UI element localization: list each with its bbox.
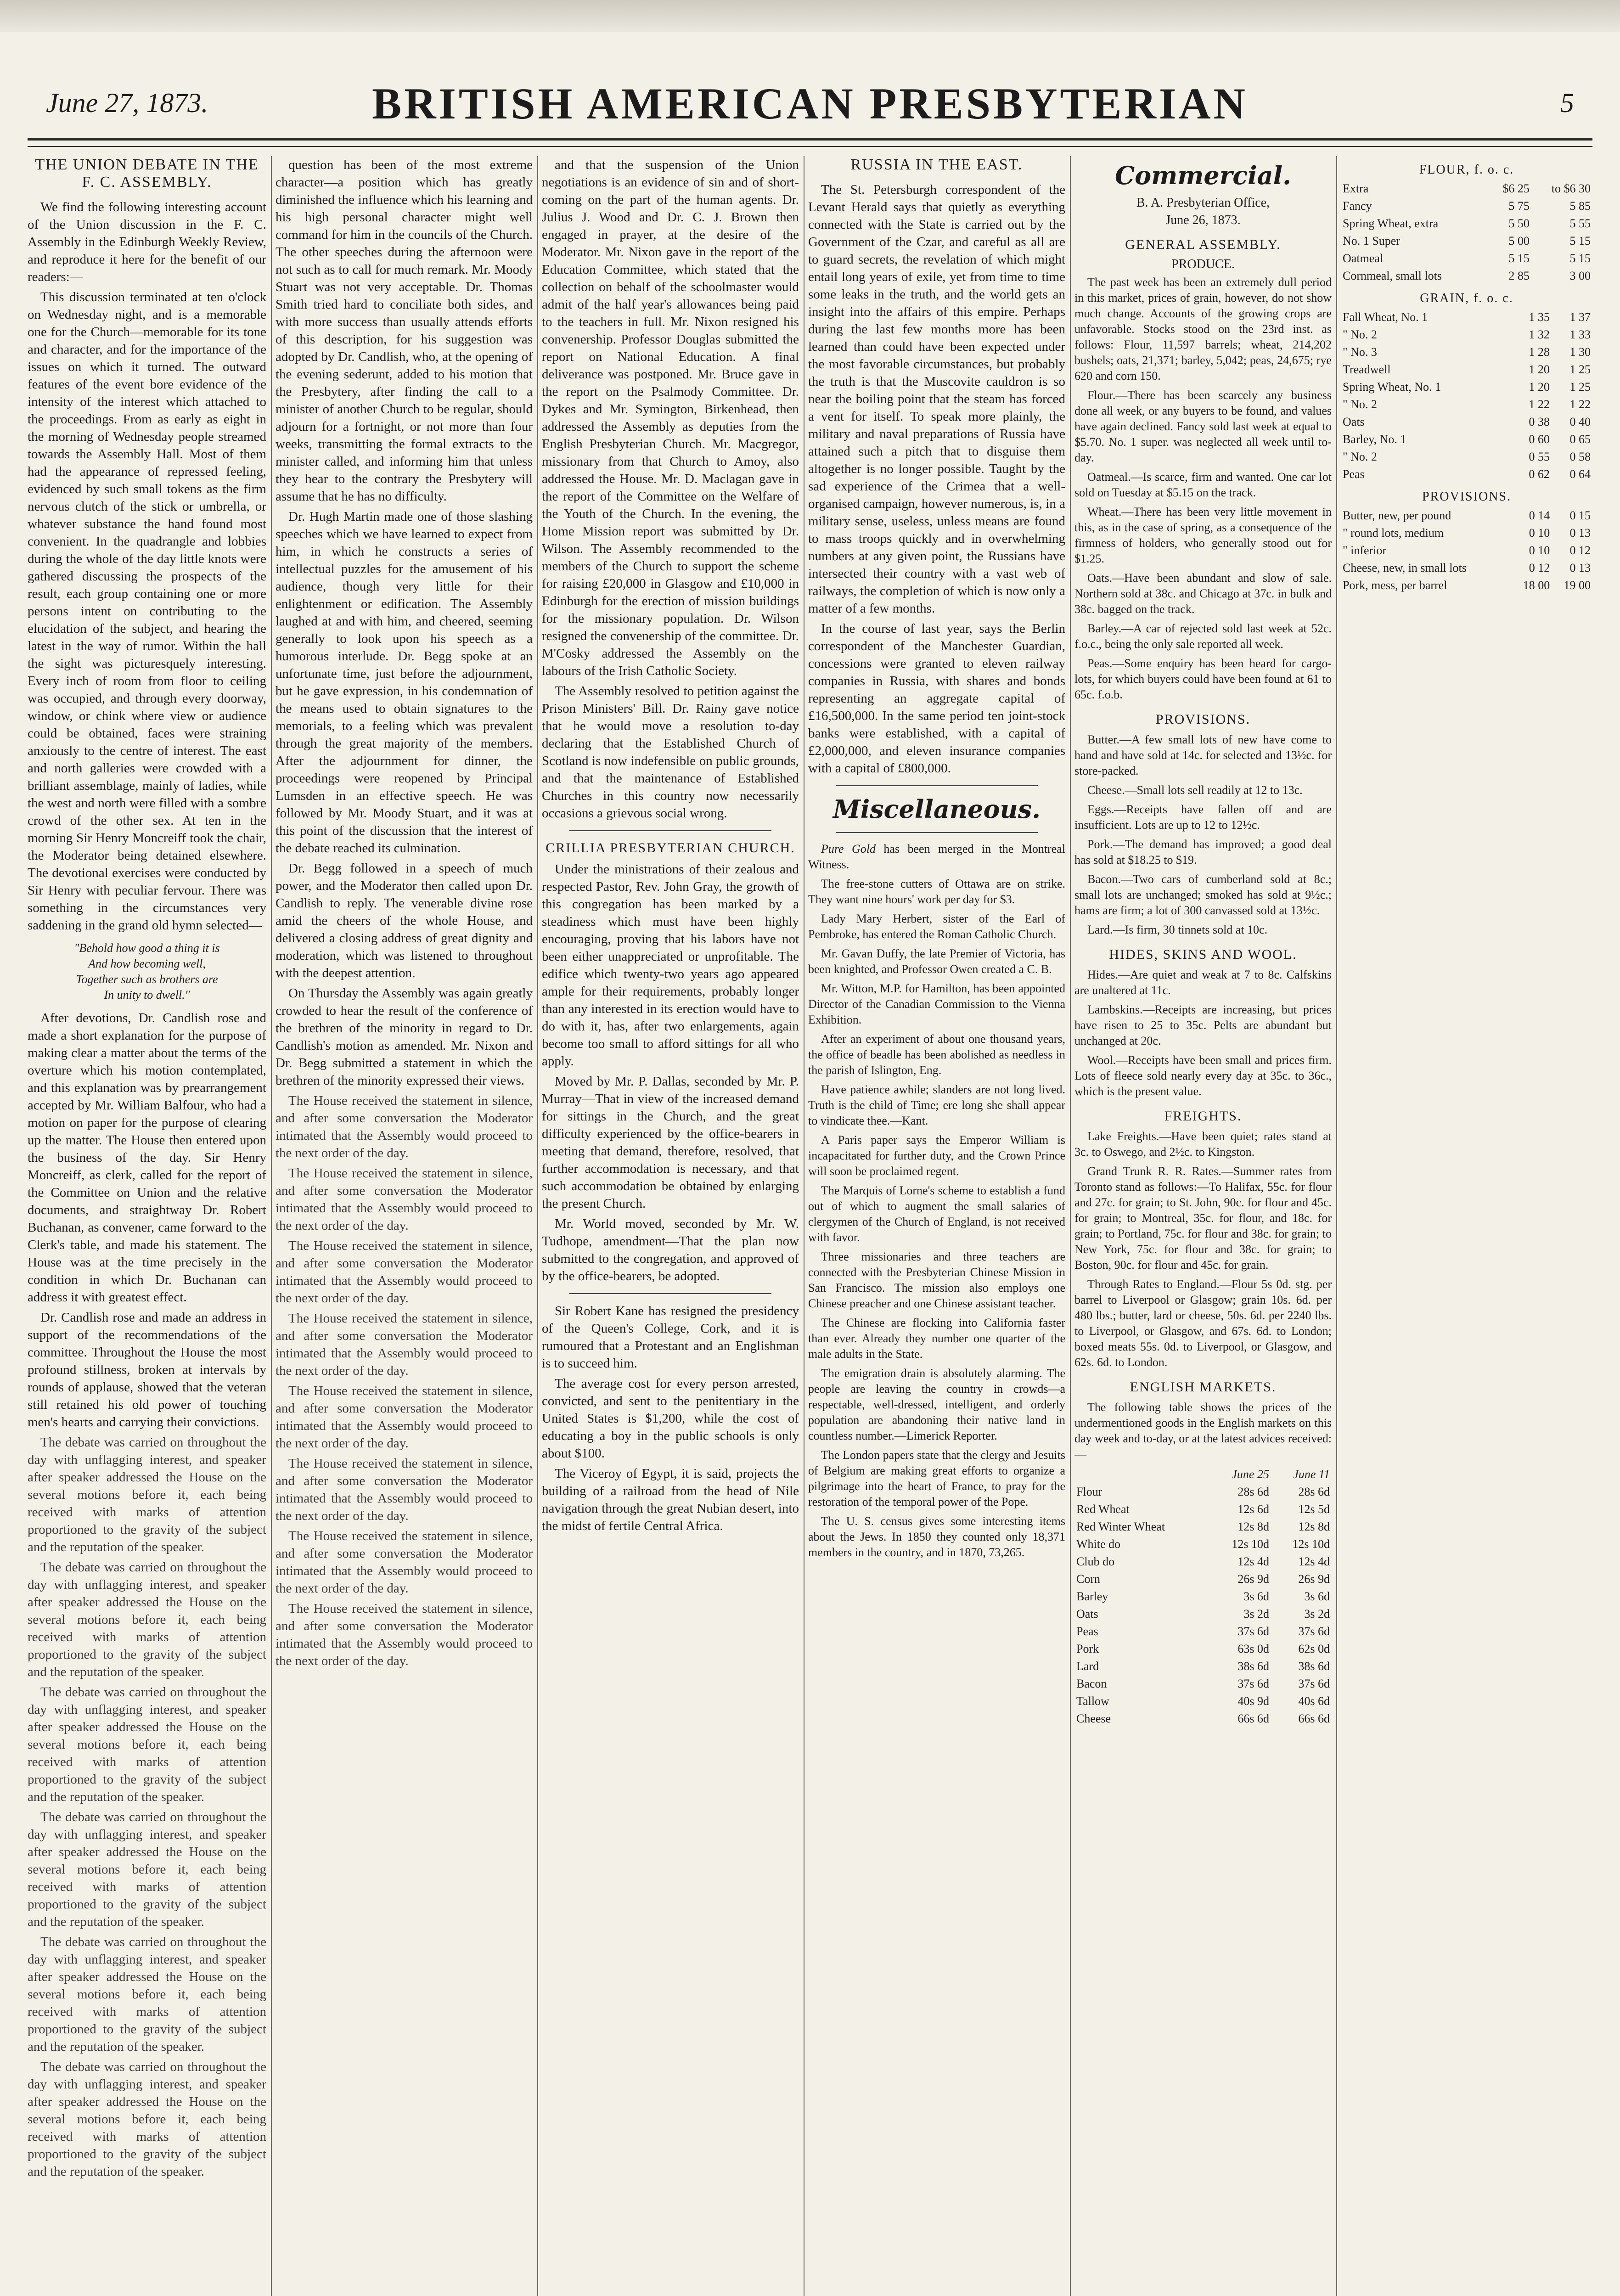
paragraph: and that the suspension of the Union negotiations is an evidence of sin and of short-coming on the part of the human agents. Dr. Julius J. Wood and Dr. C. J. Brown then engaged in prayer, at the desire of the Moderator. Mr. Nixon gave in the report of the Education Committee, which stated that the collection on behalf of the schoolmaster would admit of the half year's allowances being paid to the teachers in full. Mr. Nixon resigned his convenership. Professor Douglas submitted the report on National Education. A final deliverance was postponed. Mr. Bruce gave in the report on the Psalmody Committee. Dr. Dykes and Mr. Symington, Birkenhead, then addressed the Assembly as deputies from the English Presbyterian Church. Mr. Macgregor, missionary from that Church to Amoy, also addressed the House. Mr. D. Maclagan gave in the report of the Committee on the Welfare of the Youth of the Church. In the evening, the Home Mission report was submitted by Dr. Wilson. The Assembly recommended to the members of the Church to support the scheme for raising £20,000 in Glasgow and £10,000 in Edinburgh for the erection of mission buildings for the missionary population. Dr. Wilson resigned the convenership of the committee. Dr. M'Cosky addressed the Assembly on the labours of the Irish Catholic Society. [542, 158, 799, 678]
commodity-name: Oats [1343, 415, 1365, 428]
commodity-name: " No. 2 [1343, 398, 1377, 411]
price-value: 0 12 [1529, 561, 1550, 574]
column-divider [1070, 156, 1071, 2296]
commodity-name: Butter, new, per pound [1343, 509, 1451, 522]
price-value: 1 32 [1529, 328, 1550, 341]
table-row [1074, 1518, 1332, 1536]
paragraph: The House received the statement in silence, and after some conversation the Moderator intimated that the Assembly would proceed to the next order of the day. [276, 1384, 533, 1451]
price-value: 12s 8d [1238, 1520, 1269, 1533]
commodity-name: Flour [1076, 1485, 1102, 1498]
commodity-name: Pork, mess, per barrel [1343, 579, 1447, 592]
price-value: 40s 9d [1238, 1694, 1269, 1708]
paragraph: Under the ministrations of their zealous and respected Pastor, Rev. John Gray, the growth of this congregation has been marked by a steadiness which must have been highly encouraging, proving that his labors have not been either unappreciated or unprofitable. The edifice which twenty-two years ago appeared ample for their requirements, probably longer than any interested in its erection would have to do with it, has, after two enlargements, again become too small to afford sittings for all who apply. [542, 862, 799, 1069]
commodity-name: Oats [1076, 1607, 1098, 1621]
news-item: The Chinese are flocking into California faster than ever. Already they number one quarter of the male adults in the State. [808, 1316, 1065, 1361]
paragraph: Mr. World moved, seconded by Mr. W. Tudhope, amendment—That the plan now submitted to the congregation, and approved of by the office-bearers, be adopted. [542, 1216, 799, 1283]
verse-line: In unity to dwell." [104, 988, 190, 1002]
column-1 [28, 156, 266, 2296]
paragraph: This discussion terminated at ten o'clock on Wednesday night, and is a memorable one for the Church—memorable for its tone and character, and for the importance of the issues on which it turned. The outward features of the event bore evidence of the intensity of the interest which attached to the proceedings. From as early as eight in the morning of Wednesday people streamed towards the Assembly Hall. Most of them had the appearance of repressed feeling, evidenced by such small tokens as the firm nervous clutch of the stick or umbrella, or whatever substance the hand found most convenient. In the quadrangle and lobbies during the whole of the day little knots were gathered discussing the prospects of the result, each group containing one or more persons intent on contributing to the elucidation of the subject, and hearing the latest in the way of rumor. Within the hall the sight was picturesquely interesting. Every inch of room from floor to ceiling was occupied, and through every doorway, window, or chink where view or audience could be obtained, faces were straining anxiously to the centre of interest. The east and north galleries were crowded with a brilliant assemblage, mainly of ladies, while the west and north were filled with a sombre crowd of the other sex. At ten in the morning Sir Henry Moncreiff took the chair, the Moderator being detained elsewhere. The devotional exercises were conducted by Sir Henry with peculiar fervour. There was something in the circumstances very saddening in the grand old hymn selected— [28, 290, 266, 933]
header-rule [28, 138, 1592, 141]
price-value: 3s 6d [1304, 1590, 1330, 1603]
column-3 [542, 156, 799, 2296]
market-report: Grand Trunk R. R. Rates.—Summer rates from Toronto stand as follows:—To Halifax, 55c. for flour and 27c. for grain; to St. John, 90c. for flour and 45c. for grain; to Montreal, 35c. for flour, and 18c. for grain; to Portland, 75c. for flour and 38c. for grain; to New York, 75c. for flour and 38c. for grain; to Boston, 90c. for flour and 45c. for grain. [1074, 1165, 1332, 1272]
paragraph: The St. Petersburgh correspondent of the Levant Herald says that quietly as everything connected with the State is carried out by the Government of the Czar, and careful as all are to guard secrets, the revelation of which might entail long years of exile, yet from time to time some leaks in the truth, and the world gets an insight into the affairs of this empire. Perhaps during the last few months more has been learned than could have been expected under the most favorable circumstances, but probably the truth is that the Muscovite cauldron is so near the boiling point that the steam has forced a vent for itself. To speak more plainly, the military and naval preparations of Russia have attained such a pitch that to disguise them altogether is no longer possible. Taught by the sad experience of the Crimea that a well-organised campaign, however numerous, is, in a military sense, useless, unless means are found to mass troops quickly and in overwhelming numbers at any given point, the Russians have intersected their country with a vast web of railways, the completion of which is now only a matter of a few months. [808, 182, 1065, 616]
paragraph: The House received the statement in silence, and after some conversation the Moderator intimated that the Assembly would proceed to the next order of the day. [276, 1456, 533, 1523]
table-row [1341, 559, 1592, 577]
section-rule [569, 1293, 771, 1294]
paragraph: The House received the statement in silence, and after some conversation the Moderator intimated that the Assembly would proceed to the next order of the day. [276, 1093, 533, 1160]
paragraph: The House received the statement in silence, and after some conversation the Moderator intimated that the Assembly would proceed to the next order of the day. [276, 1166, 533, 1233]
commodity-name: Fancy [1343, 199, 1372, 213]
table-row [1341, 448, 1592, 466]
table-row [1341, 466, 1592, 483]
price-value: 5 15 [1508, 252, 1530, 265]
price-value: 0 58 [1569, 450, 1591, 463]
paragraph: Dr. Candlish rose and made an address in support of the recommendations of the committee. Throughout the House the most profound stillness, broken at intervals by rounds of applause, showed that the veteran still retained his old power of touching men's hearts and carrying their convictions. [28, 1310, 266, 1429]
price-value: 0 15 [1569, 509, 1591, 522]
page-header [28, 69, 1592, 138]
commodity-name: Red Winter Wheat [1076, 1520, 1165, 1533]
scan-top-edge [0, 0, 1620, 32]
price-value: 26s 9d [1238, 1572, 1269, 1586]
price-value: 37s 6d [1298, 1677, 1330, 1690]
table-row [1074, 1536, 1332, 1553]
table-row [1341, 577, 1592, 594]
price-value: 1 20 [1529, 363, 1550, 376]
price-value: 3s 2d [1304, 1607, 1330, 1621]
price-value: 5 00 [1508, 234, 1530, 248]
news-item: Mr. Witton, M.P. for Hamilton, has been appointed Director of the Canadian Commission to the Vienna Exhibition. [808, 982, 1065, 1026]
price-value: 40s 6d [1298, 1694, 1330, 1708]
price-value: 5 75 [1508, 199, 1530, 213]
price-value: 5 55 [1569, 217, 1591, 230]
price-value: 37s 6d [1238, 1677, 1269, 1690]
table-row [1341, 361, 1592, 378]
market-report: Bacon.—Two cars of cumberland sold at 8c.; small lots are unchanged; smoked has sold at 9½c.; hams are firm; a lot of 300 canvassed sold at 13½c. [1074, 872, 1332, 917]
table-row [1074, 1553, 1332, 1570]
market-report: Through Rates to England.—Flour 5s 0d. stg. per barrel to Liverpool or Glasgow; grain 10s. 6d. per 480 lbs.; butter, lard or cheese, 50s. 6d. per 2240 lbs. to Liverpool, or Glasgow, and 67s. 6d. to London; boxed meats 55s. 0d. to Liverpool, or Glasgow, and 62s. 6d. to London. [1074, 1277, 1332, 1369]
table-row [1341, 250, 1592, 267]
commodity-name: Cornmeal, small lots [1343, 269, 1442, 282]
price-value: $6 25 [1502, 182, 1530, 195]
column-6 [1341, 156, 1592, 2296]
price-value: 5 15 [1569, 234, 1591, 248]
price-value: 1 33 [1569, 328, 1591, 341]
price-value: 0 64 [1569, 467, 1591, 481]
commodity-name: " round lots, medium [1343, 526, 1444, 540]
price-value: 28s 6d [1298, 1485, 1330, 1498]
table-row [1341, 507, 1592, 524]
price-value: 3 00 [1569, 269, 1591, 282]
table-row [1074, 1640, 1332, 1658]
market-subheading: PRODUCE. [1171, 257, 1235, 271]
price-value: 5 15 [1569, 252, 1591, 265]
paragraph: On Thursday the Assembly was again greatly crowded to hear the result of the conference of the brethren of the minority in regard to Dr. Candlish's motion as amended. Mr. Nixon and Dr. Begg submitted a statement in which the brethren of the minority expressed their views. [276, 986, 533, 1088]
commodity-name: Oatmeal [1343, 252, 1384, 265]
section-heading: Miscellaneous. [832, 794, 1041, 824]
table-row [1074, 1623, 1332, 1640]
column-5 [1074, 156, 1332, 2296]
commodity-name: White do [1076, 1537, 1121, 1551]
hymn-verse [28, 940, 266, 1003]
market-report: The following table shows the prices of the undermentioned goods in the English markets on this day week and to-day, or at the latest advices received:— [1074, 1401, 1332, 1461]
commodity-name: Fall Wheat, No. 1 [1343, 310, 1428, 324]
price-value: 12s 8d [1298, 1520, 1330, 1533]
market-heading: ENGLISH MARKETS. [1130, 1379, 1277, 1395]
market-report: Oats.—Have been abundant and slow of sale. Northern sold at 38c. and Chicago at 37c. in bulk and 38c. bagged on the track. [1074, 571, 1332, 616]
price-value: 0 62 [1529, 467, 1550, 481]
article-heading: THE UNION DEBATE IN THE F. C. ASSEMBLY. [35, 156, 259, 191]
commodity-name: Spring Wheat, No. 1 [1343, 380, 1441, 394]
price-value: 0 12 [1569, 544, 1591, 557]
paragraph: Sir Robert Kane has resigned the presidency of the Queen's College, Cork, and it is rumoured that a Protestant and an Englishman is to succeed him. [542, 1304, 799, 1371]
price-value: 0 60 [1529, 433, 1550, 446]
price-category: PROVISIONS. [1422, 490, 1511, 504]
commodity-name: Treadwell [1343, 363, 1391, 376]
price-value: 0 14 [1529, 509, 1550, 522]
price-value: 1 25 [1569, 380, 1591, 394]
price-value: 12s 10d [1292, 1537, 1330, 1551]
header-rule-thin [28, 146, 1592, 147]
paragraph: The House received the statement in silence, and after some conversation the Moderator intimated that the Assembly would proceed to the next order of the day. [276, 1238, 533, 1306]
paragraph: The debate was carried on throughout the day with unflagging interest, and speaker after speaker addressed the House on the several motions before it, each being received with marks of attention proportioned to the gravity of the subject and the reputation of the speaker. [28, 1810, 266, 1929]
table-row [1341, 197, 1592, 215]
paragraph: The average cost for every person arrested, convicted, and sent to the penitentiary in the United States is $1,200, while the cost of educating a boy in the public schools is only about $100. [542, 1376, 799, 1461]
market-report: Lambskins.—Receipts are increasing, but prices have risen to 25 to 35c. Pelts are abundant but unchanged at 20c. [1074, 1003, 1332, 1047]
column-divider [537, 156, 538, 2296]
price-value: 66s 6d [1298, 1712, 1330, 1725]
market-report: Wheat.—There has been very little movement in this, as in the case of spring, as a consequence of the firmness of holders, who generally stood out for $1.25. [1074, 505, 1332, 565]
news-item: The free-stone cutters of Ottawa are on strike. They want nine hours' work per day for $3. [808, 877, 1065, 906]
price-value: 12s 5d [1298, 1503, 1330, 1516]
price-value: 66s 6d [1238, 1712, 1269, 1725]
paragraph: question has been of the most extreme character—a position which has greatly diminished the influence which his learning and his high personal character might well command for him in the councils of the Church. The other speeches during the afternoon were not such as to call for much remark. Mr. Moody Stuart was not very acceptable. Dr. Thomas Smith tried hard to conciliate both sides, and with more success than usually attends efforts of this description, for his suggestion was adopted by Dr. Candlish, who, at the opening of the evening sederunt, added to his motion that the Presbytery, after finding the call to a minister of another Church to be regular, should adjourn for a fortnight, or not more than four weeks, transmitting the formal extracts to the minister called, and informing him that unless they hear to the contrary the Presbytery will assume that he has no difficulty. [276, 158, 533, 504]
article-heading: RUSSIA IN THE EAST. [850, 156, 1023, 173]
commodity-name: Barley [1076, 1590, 1108, 1603]
paragraph: The debate was carried on throughout the day with unflagging interest, and speaker after speaker addressed the House on the several motions before it, each being received with marks of attention proportioned to the gravity of the subject and the reputation of the speaker. [28, 1685, 266, 1804]
provisions-price-table [1341, 507, 1592, 594]
commodity-name: " No. 3 [1343, 345, 1377, 359]
paragraph: The Viceroy of Egypt, it is said, projects the building of a railroad from the head of Nile navigation through the great Nubian desert, into the midst of fertile Central Africa. [542, 1466, 799, 1533]
flour-price-table [1341, 180, 1592, 285]
verse-line: And how becoming well, [88, 957, 206, 970]
commodity-name: Spring Wheat, extra [1343, 217, 1439, 230]
section-rule [569, 830, 771, 831]
issue-date: June 27, 1873. [46, 88, 208, 118]
market-report: Pork.—The demand has improved; a good deal has sold at $18.25 to $19. [1074, 838, 1332, 867]
market-report: Wool.—Receipts have been small and prices firm. Lots of fleece sold nearly every day at 35c. to 36c., which is the present value. [1074, 1053, 1332, 1098]
market-report: Lake Freights.—Have been quiet; rates stand at 3c. to Oswego, and 2½c. to Kingston. [1074, 1130, 1332, 1159]
table-row [1074, 1605, 1332, 1623]
commodity-name: " inferior [1343, 544, 1387, 557]
table-row [1074, 1675, 1332, 1693]
paragraph: Dr. Hugh Martin made one of those slashing speeches which we have learned to expect from him, in which he constructs a series of intellectual puzzles for the amusement of his audience, though very little for their enlightenment or edification. The Assembly laughed at and with him, and cheered, seeming generally to look upon his speech as a humorous interlude. Dr. Begg spoke at an unfortunate time, just before the adjournment, but he gave expression, in his condemnation of the means used to obtain signatures to the memorials, to a feeling which was prevalent through the great majority of the members. After the adjournment for dinner, the proceedings were reopened by Principal Lumsden in an effective speech. He was followed by Mr. Moody Stuart, and it was at this point of the discussion that the interest of the debate reached its culmination. [276, 509, 533, 855]
section-rule [836, 785, 1038, 786]
market-report: Cheese.—Small lots sell readily at 12 to 13c. [1087, 783, 1303, 797]
paragraph: Moved by Mr. P. Dallas, seconded by Mr. P. Murray—That in view of the increased demand for sittings in the Church, and the great difficulty experienced by the office-bearers in meeting that demand, therefore, resolved, that further accommodation is necessary, and that such accommodation be obtained by enlarging the present Church. [542, 1074, 799, 1211]
paragraph: The debate was carried on throughout the day with unflagging interest, and speaker after speaker addressed the House on the several motions before it, each being received with marks of attention proportioned to the gravity of the subject and the reputation of the speaker. [28, 2060, 266, 2179]
commodity-name: Cheese [1076, 1712, 1111, 1725]
table-row [1341, 524, 1592, 542]
column-divider [1336, 156, 1337, 2296]
news-item: The London papers state that the clergy and Jesuits of Belgium are making great efforts to organize a pilgrimage into the heart of France, to pray for the restoration of the temporal power of the Pope. [808, 1448, 1065, 1508]
commodity-name: " No. 2 [1343, 328, 1377, 341]
table-row [1341, 180, 1592, 197]
price-value: 5 85 [1569, 199, 1591, 213]
paragraph: Dr. Begg followed in a speech of much power, and the Moderator then called upon Dr. Candlish to reply. The venerable divine rose amid the cheers of the whole House, and delivered a closing address of great dignity and moderation, which was listened to throughout with the deepest attention. [276, 861, 533, 980]
price-value: 0 38 [1529, 415, 1550, 428]
market-report: Barley.—A car of rejected sold last week at 52c. f.o.c., being the only sale reported all week. [1074, 622, 1332, 651]
market-heading: HIDES, SKINS AND WOOL. [1109, 947, 1297, 962]
news-item: After an experiment of about one thousand years, the office of beadle has been abolished as needless in the parish of Islington, Eng. [808, 1032, 1065, 1077]
price-value: 1 37 [1569, 310, 1591, 324]
news-item: Pure Gold has been merged in the Montreal Witness. [808, 842, 1065, 871]
price-value: 12s 10d [1232, 1537, 1269, 1551]
commodity-name: Tallow [1076, 1694, 1109, 1708]
news-item: Lady Mary Herbert, sister of the Earl of Pembroke, has entered the Roman Catholic Church. [808, 912, 1065, 941]
news-item: Mr. Gavan Duffy, the late Premier of Victoria, has been knighted, and Professor Owen created a C. B. [808, 947, 1065, 976]
price-value: 1 25 [1569, 363, 1591, 376]
commodity-name: Corn [1076, 1572, 1100, 1586]
price-value: 0 10 [1529, 526, 1550, 540]
price-value: 1 35 [1529, 310, 1550, 324]
table-row [1074, 1501, 1332, 1518]
column-divider [271, 156, 272, 2296]
price-value: 12s 4d [1238, 1555, 1269, 1568]
paragraph: The Assembly resolved to petition against the Prison Ministers' Bill. Dr. Rainy gave notice that he would move a resolution to-day declaring that the Established Church of Scotland is now indefensible on public grounds, and that the maintenance of Established Churches in this country now necessarily occasions a grievous social wrong. [542, 684, 799, 821]
market-heading: FREIGHTS. [1164, 1109, 1242, 1124]
price-value: 3s 2d [1243, 1607, 1269, 1621]
column-2 [276, 156, 533, 2296]
article-heading: CRILLIA PRESBYTERIAN CHURCH. [546, 840, 795, 855]
commodity-name: Peas [1076, 1625, 1098, 1638]
price-value: 62s 0d [1298, 1642, 1330, 1655]
market-report: The past week has been an extremely dull period in this market, prices of grain, however, do not show much change. Accounts of the growing crops are unfavorable. Stocks stood on the 23rd inst. as follows: Flour, 11,597 barrels; wheat, 214,202 bushels; oats, 21,371; barley, 5,042; peas, 24,675; rye 620 and corn 150. [1074, 276, 1332, 383]
commodity-name: Lard [1076, 1660, 1099, 1673]
table-row [1341, 309, 1592, 326]
paragraph: The debate was carried on throughout the day with unflagging interest, and speaker after speaker addressed the House on the several motions before it, each being received with marks of attention proportioned to the gravity of the subject and the reputation of the speaker. [28, 1435, 266, 1554]
market-report: Butter.—A few small lots of new have come to hand and have sold at 14c. for selected and 13½c. for store-packed. [1074, 733, 1332, 777]
paragraph: In the course of last year, says the Berlin correspondent of the Manchester Guardian, concessions were granted to eleven railway companies in Russia, with shares and bonds representing an aggregate capital of £16,500,000. In the same period ten joint-stock banks were established, with a capital of £2,000,000, and eleven insurance companies with a capital of £800,000. [808, 621, 1065, 776]
news-item: Have patience awhile; slanders are not long lived. Truth is the child of Time; ere long she shall appear to vindicate thee.—Kant. [808, 1083, 1065, 1127]
price-value: 38s 6d [1298, 1660, 1330, 1673]
table-row [1341, 378, 1592, 396]
commodity-name: " No. 2 [1343, 450, 1377, 463]
office-date: June 26, 1873. [1165, 213, 1241, 227]
english-markets-table [1074, 1466, 1332, 1728]
table-row [1074, 1588, 1332, 1605]
table-row [1341, 542, 1592, 559]
column-header: June 11 [1293, 1468, 1330, 1481]
price-value: 37s 6d [1298, 1625, 1330, 1638]
grain-price-table [1341, 309, 1592, 483]
news-item: A Paris paper says the Emperor William is incapacitated for further duty, and the Crown Prince will soon be proclaimed regent. [808, 1133, 1065, 1178]
table-row [1074, 1710, 1332, 1728]
page-number: 5 [1560, 88, 1574, 118]
commodity-name: Peas [1343, 467, 1365, 481]
market-report: Hides.—Are quiet and weak at 7 to 8c. Calfskins are unaltered at 11c. [1074, 968, 1332, 997]
commodity-name: Cheese, new, in small lots [1343, 561, 1467, 574]
price-value: 12s 6d [1238, 1503, 1269, 1516]
market-report: Lard.—Is firm, 30 tinnets sold at 10c. [1087, 923, 1268, 936]
price-category: GRAIN, f. o. c. [1420, 291, 1513, 305]
paragraph: The debate was carried on throughout the day with unflagging interest, and speaker after speaker addressed the House on the several motions before it, each being received with marks of attention proportioned to the gravity of the subject and the reputation of the speaker. [28, 1935, 266, 2054]
market-report: Flour.—There has been scarcely any business done all week, or any buyers to be found, and values have again declined. Fancy sold last week at equal to $5.70. No. 1 super. was neglected all week until to-day. [1074, 388, 1332, 464]
table-row [1341, 343, 1592, 361]
price-value: to $6 30 [1551, 182, 1591, 195]
price-value: 0 55 [1529, 450, 1550, 463]
commodity-name: Barley, No. 1 [1343, 433, 1406, 446]
price-value: 1 20 [1529, 380, 1550, 394]
news-item: The Marquis of Lorne's scheme to establish a fund out of which to augment the small salaries of clergymen of the Church of England, is not received with favor. [808, 1184, 1065, 1244]
office-line: B. A. Presbyterian Office, [1136, 196, 1270, 210]
table-row [1341, 326, 1592, 343]
paragraph: The debate was carried on throughout the day with unflagging interest, and speaker after speaker addressed the House on the several motions before it, each being received with marks of attention proportioned to the gravity of the subject and the reputation of the speaker. [28, 1560, 266, 1679]
section-rule [836, 832, 1038, 833]
market-heading: GENERAL ASSEMBLY. [1125, 237, 1281, 252]
table-row [1074, 1658, 1332, 1675]
price-value: 5 50 [1508, 217, 1530, 230]
price-category: FLOUR, f. o. c. [1419, 163, 1514, 177]
price-value: 38s 6d [1238, 1660, 1269, 1673]
paragraph: After devotions, Dr. Candlish rose and made a short explanation for the purpose of making clear a matter about the terms of the overture which his motion contemplated, and this explanation was by prearrangement accepted by Mr. William Balfour, who had a motion on paper for the purpose of clearing up the matter. The House then entered upon the business of the day. Sir Henry Moncreiff, as clerk, called for the report of the Committee on Union and the relative documents, and straightway Dr. Robert Buchanan, as convener, came forward to the Clerk's table, and made his statement. The House was at the time precisely in the condition in which Dr. Buchanan can address it with greatest effect. [28, 1011, 266, 1305]
price-value: 1 22 [1569, 398, 1591, 411]
commodity-name: No. 1 Super [1343, 234, 1400, 248]
commodity-name: Pork [1076, 1642, 1099, 1655]
table-row [1341, 215, 1592, 232]
verse-line: "Behold how good a thing it is [74, 941, 220, 955]
news-item: The U. S. census gives some interesting items about the Jews. In 1850 they counted only 18,371 members in the country, and in 1870, 73,265. [808, 1514, 1065, 1559]
market-report: Peas.—Some enquiry has been heard for cargo-lots, for which buyers could have been found at 61 to 65c. f.o.b. [1074, 657, 1332, 701]
publication-name: Pure Gold [821, 842, 876, 855]
price-value: 0 65 [1569, 433, 1591, 446]
commodity-name: Bacon [1076, 1677, 1107, 1690]
column-header: June 25 [1232, 1468, 1269, 1481]
commodity-name: Club do [1076, 1555, 1115, 1568]
price-value: 0 13 [1569, 526, 1591, 540]
price-value: 0 40 [1569, 415, 1591, 428]
price-value: 12s 4d [1298, 1555, 1330, 1568]
paragraph: The House received the statement in silence, and after some conversation the Moderator intimated that the Assembly would proceed to the next order of the day. [276, 1311, 533, 1378]
price-value: 1 28 [1529, 345, 1550, 359]
commodity-name: Extra [1343, 182, 1369, 195]
price-value: 0 10 [1529, 544, 1550, 557]
news-item: The emigration drain is absolutely alarming. The people are leaving the country in crowds—a respectable, well-dressed, intelligent, and orderly population are abandoning their native land in countless number.—Limerick Reporter. [808, 1367, 1065, 1442]
table-header-row [1074, 1466, 1332, 1483]
table-row [1074, 1483, 1332, 1501]
price-value: 2 85 [1508, 269, 1530, 282]
paragraph: The House received the statement in silence, and after some conversation the Moderator intimated that the Assembly would proceed to the next order of the day. [276, 1529, 533, 1596]
price-value: 3s 6d [1243, 1590, 1269, 1603]
price-value: 1 30 [1569, 345, 1591, 359]
table-row [1341, 413, 1592, 431]
price-value: 28s 6d [1238, 1485, 1269, 1498]
section-heading: Commercial. [1115, 161, 1291, 190]
price-value: 18 00 [1523, 579, 1550, 592]
verse-line: Together such as brothers are [76, 973, 218, 986]
news-item: Three missionaries and three teachers are connected with the Presbyterian Chinese Mission in San Francisco. The mission also employs one Chinese preacher and one Chinese assistant teacher. [808, 1250, 1065, 1310]
table-row [1341, 431, 1592, 448]
paragraph: We find the following interesting account of the Union discussion in the F. C. Assembly in the Edinburgh Weekly Review, and reproduce it here for the benefit of our readers:— [28, 200, 266, 284]
price-value: 19 00 [1564, 579, 1591, 592]
table-row [1074, 1693, 1332, 1710]
market-report: Oatmeal.—Is scarce, firm and wanted. One car lot sold on Tuesday at $5.15 on the track. [1074, 470, 1332, 499]
table-row [1074, 1570, 1332, 1588]
price-value: 63s 0d [1238, 1642, 1269, 1655]
table-row [1341, 267, 1592, 285]
column-4 [808, 156, 1065, 2296]
table-row [1341, 232, 1592, 250]
masthead: BRITISH AMERICAN PRESBYTERIAN [372, 79, 1248, 128]
price-value: 0 13 [1569, 561, 1591, 574]
paragraph: The House received the statement in silence, and after some conversation the Moderator intimated that the Assembly would proceed to the next order of the day. [276, 1601, 533, 1668]
price-value: 26s 9d [1298, 1572, 1330, 1586]
table-row [1341, 396, 1592, 413]
price-value: 1 22 [1529, 398, 1550, 411]
market-report: Eggs.—Receipts have fallen off and are insufficient. Lots are up to 12 to 12½c. [1074, 803, 1332, 832]
price-value: 37s 6d [1238, 1625, 1269, 1638]
commodity-name: Red Wheat [1076, 1503, 1130, 1516]
market-heading: PROVISIONS. [1155, 712, 1251, 727]
